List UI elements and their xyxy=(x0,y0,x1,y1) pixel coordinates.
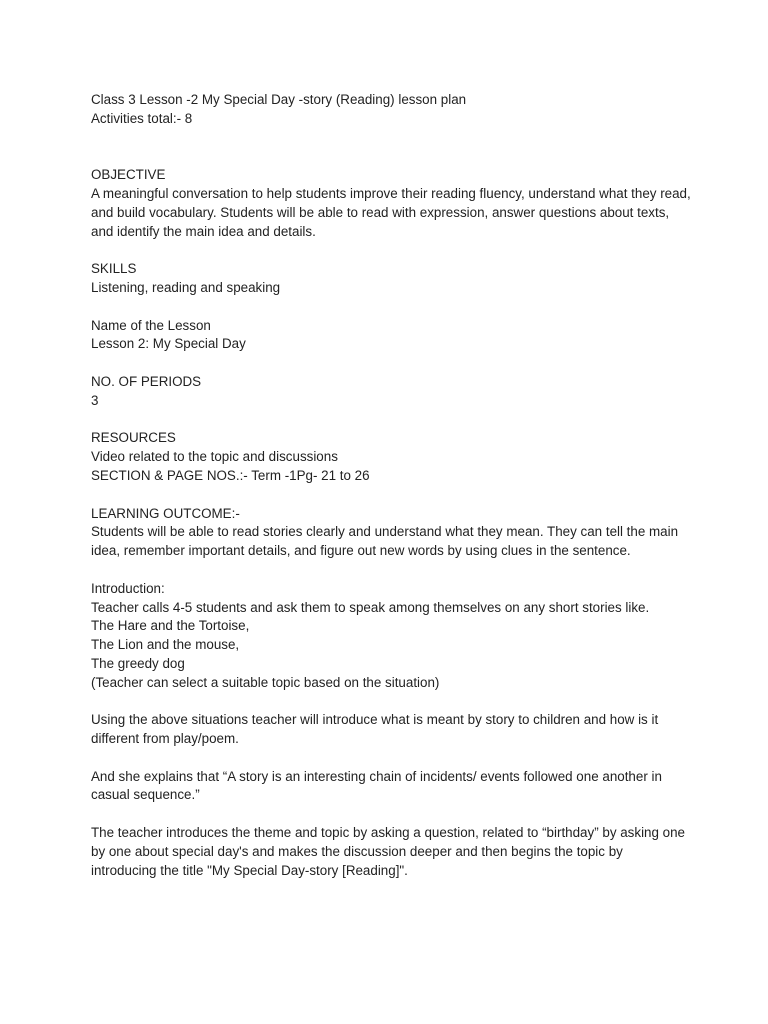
story-item: The Lion and the mouse, xyxy=(91,637,240,653)
paragraph-situations: Using the above situations teacher will introduce what is meant by story to children and how is it different from play/poem. xyxy=(91,712,659,747)
learning-outcome-text: Students will be able to read stories clearly and understand what they mean. They can tell the main idea, remember important details, and figure out new words by using clues in the sentence. xyxy=(91,524,679,559)
introduction-note: (Teacher can select a suitable topic based on the situation) xyxy=(91,674,440,690)
spacer xyxy=(91,298,691,317)
spacer xyxy=(91,486,691,505)
skills-heading: SKILLS xyxy=(91,261,137,277)
skills-text: Listening, reading and speaking xyxy=(91,279,281,295)
resources-heading: RESOURCES xyxy=(91,430,176,446)
lesson-name-heading: Name of the Lesson xyxy=(91,317,211,333)
paragraph-story-definition: And she explains that “A story is an interesting chain of incidents/ events followed one another in casual sequence.” xyxy=(91,768,662,803)
resources-line-pages: SECTION & PAGE NOS.:- Term -1Pg- 21 to 26 xyxy=(91,467,370,483)
paragraph-theme: The teacher introduces the theme and topic by asking a question, related to “birthday” by asking one by one about special day's and makes the discussion deeper and then begins the topic by introducing the title "My Special Day-story [Reading]". xyxy=(91,825,686,878)
periods-value: 3 xyxy=(91,392,99,408)
spacer xyxy=(91,241,691,260)
introduction-line: Teacher calls 4-5 students and ask them to speak among themselves on any short stories like. xyxy=(91,599,650,615)
spacer xyxy=(91,561,691,580)
spacer xyxy=(91,411,691,430)
spacer xyxy=(91,129,691,167)
document-body xyxy=(91,91,691,880)
introduction-heading: Introduction: xyxy=(91,580,165,596)
activities-total: Activities total:- 8 xyxy=(91,110,193,126)
learning-outcome-heading: LEARNING OUTCOME:- xyxy=(91,505,240,521)
lesson-name-text: Lesson 2: My Special Day xyxy=(91,336,246,352)
spacer xyxy=(91,749,691,768)
resources-line-video: Video related to the topic and discussions xyxy=(91,449,338,465)
objective-heading: OBJECTIVE xyxy=(91,167,166,183)
story-item: The Hare and the Tortoise, xyxy=(91,618,250,634)
spacer xyxy=(91,693,691,712)
document-title: Class 3 Lesson -2 My Special Day -story (Reading) lesson plan xyxy=(91,92,467,107)
story-item: The greedy dog xyxy=(91,655,185,671)
spacer xyxy=(91,805,691,824)
objective-text: A meaningful conversation to help students improve their reading fluency, understand what they read, and build vocabulary. Students will be able to read with expression, answer questions about texts, and identify the main idea and details. xyxy=(91,185,691,239)
periods-heading: NO. OF PERIODS xyxy=(91,373,202,389)
spacer xyxy=(91,354,691,373)
